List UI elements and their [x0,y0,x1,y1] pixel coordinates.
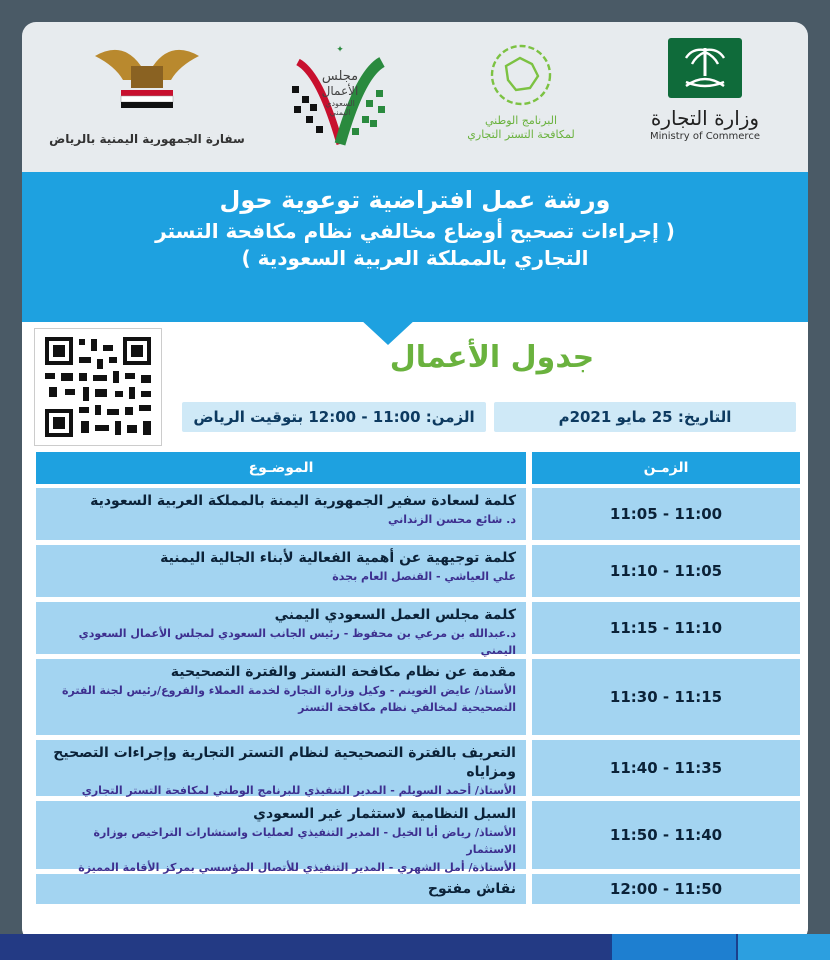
time-cell: 11:05 - 11:00 [532,488,800,540]
speaker-line: الأستاذ/ عايض الغوينم - وكيل وزارة التجارة لخدمة العملاء والفروع/رئيس لجنة الفترة التصحيحية لمخالفي نظام مكافحة التستر [62,683,516,715]
speaker-line: د.عبدالله بن مرعي بن محفوظ - رئيس الجانب السعودي لمجلس الأعمال السعودي اليمني [78,626,516,658]
topic-title: نقاش مفتوح [427,881,516,897]
topic-cell [36,801,526,875]
topic-cell [36,659,526,735]
table-row [36,740,800,796]
embassy-logo [42,36,252,147]
council-line1: مجلس [321,69,359,84]
agenda-title: جدول الأعمال [389,340,595,375]
svg-text:✦: ✦ [336,45,344,55]
workshop-title: ورشة عمل افتراضية توعوية حول [219,186,611,214]
speaker-line: الأستاذ/ أحمد السويلم - المدير التنفيذي للبرنامج الوطني لمكافحة التستر التجاري [81,783,516,797]
table-row [36,545,800,597]
program-line1: البرنامج الوطني [484,114,558,127]
speaker-line: الأستاذة/ أمل الشهري - المدير التنفيذي للأتصال المؤسسي بمركز الأقامة المميزة [78,861,516,875]
topic-cell [36,602,526,658]
council-line2: الأعمال [321,83,359,98]
table-row [36,488,800,540]
commerce-arabic: وزارة التجارة [650,106,760,130]
commerce-english: Ministry of Commerce [650,131,760,142]
council-line4: اليمني [329,107,351,117]
council-line3: السعودي [325,98,355,108]
topic-title: التعريف بالفترة التصحيحية لنظام التستر التجارية وإجراءات التصحيح ومزاياه [53,745,516,780]
program-line2: لمكافحة التستر التجاري [467,127,575,141]
topic-title: مقدمة عن نظام مكافحة التستر والفترة التصحيحية [170,664,516,680]
topic-header: الموضـوع [36,452,526,484]
embassy-name: سفارة الجمهورية اليمنية بالرياض [49,132,245,146]
time-cell: 12:00 - 11:50 [532,874,800,904]
business-council-logo [280,40,400,160]
table-row [36,874,800,904]
yemen-eagle-icon [87,36,207,112]
saudi-map-icon [486,40,556,110]
national-program-logo [466,40,576,142]
topic-title: كلمة توجيهية عن أهمية الفعالية لأبناء الجالية اليمنية [160,550,516,566]
topic-title: السبل النظامية لاستثمار غير السعودي [253,806,516,822]
table-row [36,602,800,658]
topic-cell [36,740,526,796]
table-row [36,801,800,875]
time-cell: 11:50 - 11:40 [532,801,800,869]
time-cell: 11:15 - 11:10 [532,602,800,654]
time-header: الزمـن [532,452,800,484]
topic-title: كلمة لسعادة سفير الجمهورية اليمنة بالمملكة العربية السعودية [90,493,516,509]
workshop-subtitle: ( إجراءات تصحيح أوضاع مخالفي نظام مكافحة التستر التجاري بالمملكة العربية السعودية ) [155,219,675,270]
bottom-bar [0,934,830,960]
topic-cell [36,545,526,597]
palm-swords-icon [662,36,748,100]
date-pill: التاريخ: 25 مايو 2021م [494,402,796,432]
qr-code-icon[interactable] [34,328,162,446]
topic-cell [36,874,526,904]
title-banner [22,172,808,322]
table-row [36,659,800,735]
speaker-line: علي العياشي - القنصل العام بجدة [332,569,516,583]
ministry-of-commerce-logo [630,36,780,144]
time-cell: 11:30 - 11:15 [532,659,800,735]
time-cell: 11:10 - 11:05 [532,545,800,597]
topic-cell [36,488,526,540]
poster-card [22,22,808,942]
speaker-line: د. شائع محسن الزنداني [388,512,516,526]
logos-header [22,22,808,172]
speaker-line: الأستاذ/ رياض أبا الخيل - المدير التنفيذي لعمليات واستشارات التراخيص بوزارة الاستثمار [93,825,516,857]
time-cell: 11:40 - 11:35 [532,740,800,796]
time-pill: الزمن: 11:00 - 12:00 بتوقيت الرياض [182,402,486,432]
topic-title: كلمة مجلس العمل السعودي اليمني [274,607,516,623]
